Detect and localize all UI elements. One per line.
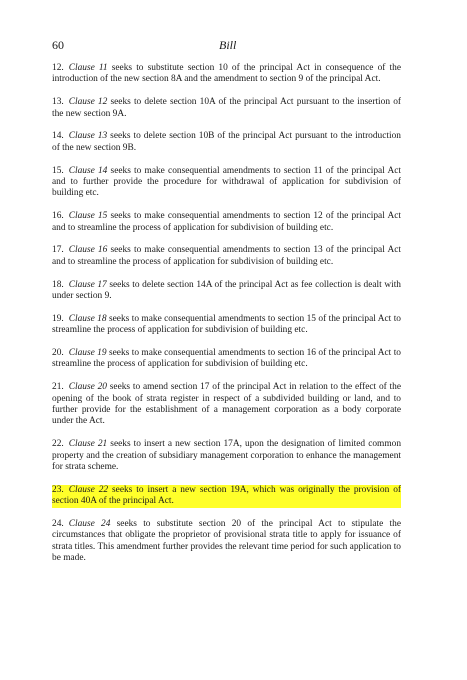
paragraph-17: 17. Clause 16 seeks to make consequential amendments to section 13 of the principal Act and to streamline the process of application for subdivision of building etc.: [52, 245, 401, 267]
paragraph-18: 18. Clause 17 seeks to delete section 14A of the principal Act as fee collection is dealt with under section 9.: [52, 279, 401, 302]
page-header: [52, 38, 401, 54]
paragraph-14: 14. Clause 13 seeks to delete section 10B of the principal Act pursuant to the introduction of the new section 9B.: [52, 131, 401, 153]
explanatory-statement-body: [52, 63, 401, 576]
paragraph-13: 13. Clause 12 seeks to delete section 10A of the principal Act pursuant to the insertion of the new section 9A.: [52, 97, 401, 119]
paragraph-19: 19. Clause 18 seeks to make consequential amendments to section 15 of the principal Act to streamline the process of application for subdivision of building etc.: [52, 313, 401, 336]
paragraph-22: 22. Clause 21 seeks to insert a new section 17A, upon the designation of limited common property and the creation of subsidiary management corporation to enhance the management for strata scheme.: [52, 439, 402, 473]
running-title: Bill: [219, 38, 237, 52]
paragraph-20: 20. Clause 19 seeks to make consequential amendments to section 16 of the principal Act to streamline the process of application for subdivision of building etc.: [52, 348, 401, 370]
paragraph-23-highlighted: 23. Clause 22 seeks to insert a new section 19A, which was originally the provision of section 40A of the principal Act.: [52, 484, 402, 507]
paragraph-16: 16. Clause 15 seeks to make consequential amendments to section 12 of the principal Act and to streamline the process of application for subdivision of building etc.: [52, 211, 401, 233]
paragraph-21: 21. Clause 20 seeks to amend section 17 of the principal Act in relation to the effect of the opening of the book of strata register in respect of a subdivided building or land, and to further provide for the establishment of a management corporation as a body corporate under the Act.: [52, 382, 402, 427]
page-number: 60: [52, 38, 64, 52]
paragraph-15: 15. Clause 14 seeks to make consequential amendments to section 11 of the principal Act and to further provide the procedure for withdrawal of application for subdivision of building etc.: [52, 165, 401, 199]
paragraph-24: 24. Clause 24 seeks to substitute section 20 of the principal Act to stipulate the circumstances that obligate the proprietor of provisional strata title to apply for issuance of strata titles. This amendment further provides the relevant time period for such application to be made.: [52, 519, 401, 564]
paragraph-12: 12. Clause 11 seeks to substitute section 10 of the principal Act in consequence of the introduction of the new section 8A and the amendment to section 9 of the principal Act.: [52, 63, 401, 85]
